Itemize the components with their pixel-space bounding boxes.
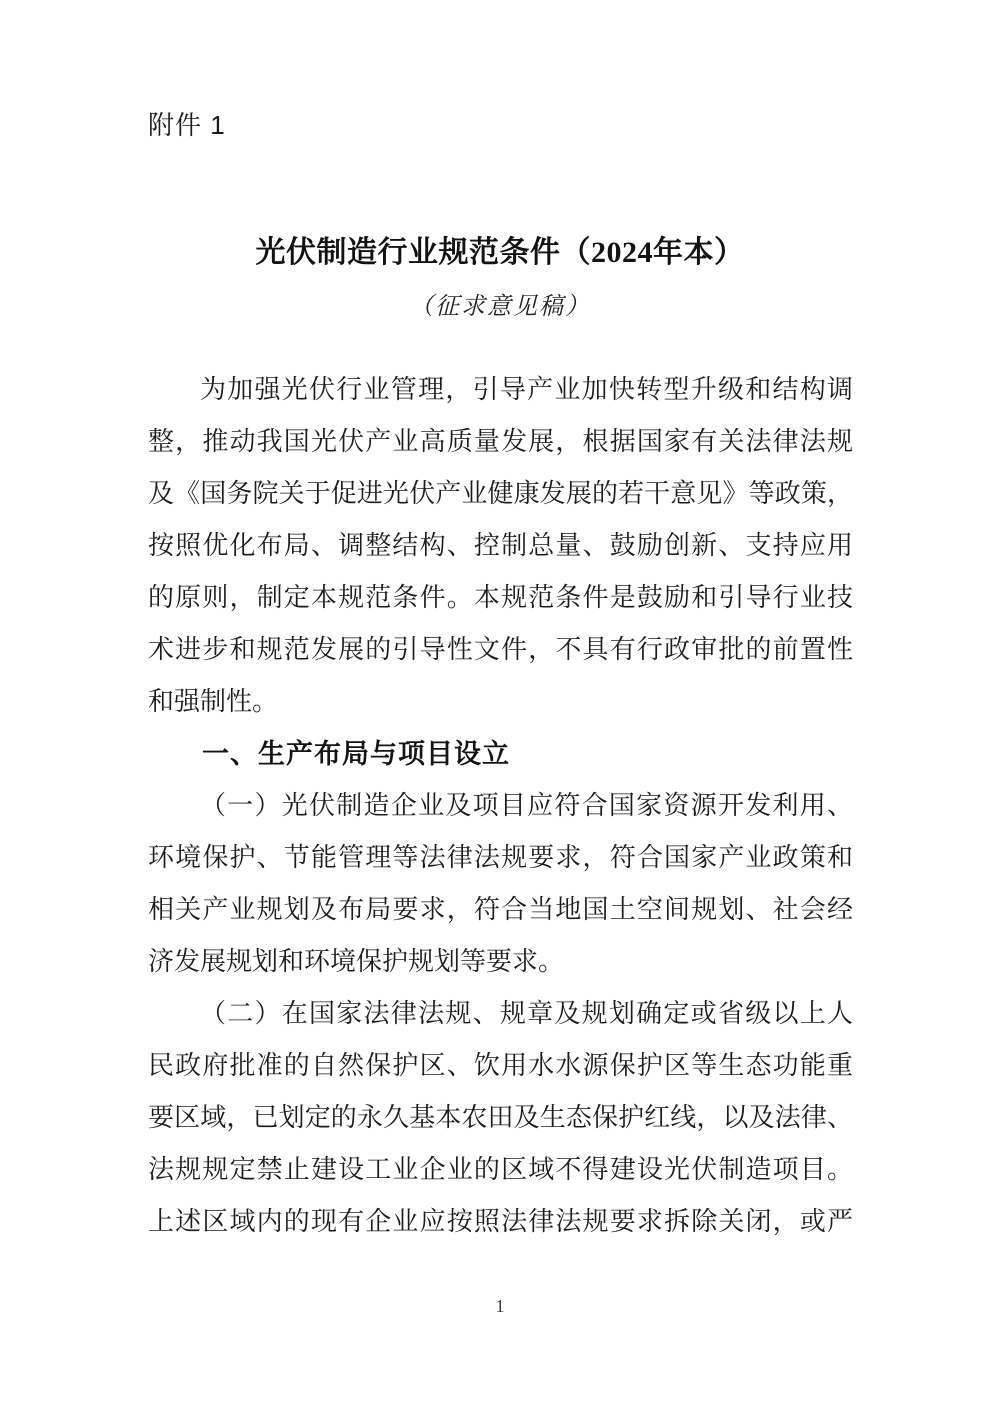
- item2-line: 法规规定禁止建设工业企业的区域不得建设光伏制造项目。: [148, 1155, 853, 1184]
- document-subtitle: （征求意见稿）: [409, 294, 591, 320]
- attachment-label: 附件 1: [148, 110, 226, 140]
- item2-line: 上述区域内的现有企业应按照法律法规要求拆除关闭，或严: [148, 1207, 853, 1236]
- intro-line: 术进步和规范发展的引导性文件，不具有行政审批的前置性: [148, 635, 853, 664]
- intro-line: 按照优化布局、调整结构、控制总量、鼓励创新、支持应用: [148, 531, 853, 560]
- intro-line: 整，推动我国光伏产业高质量发展，根据国家有关法律法规: [148, 427, 853, 456]
- intro-line: 和强制性。: [148, 687, 279, 716]
- document-title: 光伏制造行业规范条件（2024年本）: [255, 236, 745, 269]
- intro-line: 及《国务院关于促进光伏产业健康发展的若干意见》等政策，: [148, 479, 853, 508]
- item1-line: （一）光伏制造企业及项目应符合国家资源开发利用、: [200, 791, 853, 820]
- item2-line: 民政府批准的自然保护区、饮用水水源保护区等生态功能重: [148, 1051, 853, 1080]
- intro-line: 的原则，制定本规范条件。本规范条件是鼓励和引导行业技: [148, 583, 853, 612]
- item2-line: 要区域，已划定的永久基本农田及生态保护红线，以及法律、: [148, 1103, 853, 1132]
- document-body: [148, 364, 853, 1248]
- intro-line: 为加强光伏行业管理，引导产业加快转型升级和结构调: [200, 375, 853, 404]
- item1-line: 济发展规划和环境保护规划等要求。: [148, 947, 565, 976]
- item1-line: 相关产业规划及布局要求，符合当地国土空间规划、社会经: [148, 895, 853, 924]
- section-heading: 一、生产布局与项目设立: [202, 739, 510, 769]
- page-number: 1: [495, 1296, 505, 1316]
- item1-line: 环境保护、节能管理等法律法规要求，符合国家产业政策和: [148, 843, 853, 872]
- item2-line: （二）在国家法律法规、规章及规划确定或省级以上人: [200, 999, 853, 1028]
